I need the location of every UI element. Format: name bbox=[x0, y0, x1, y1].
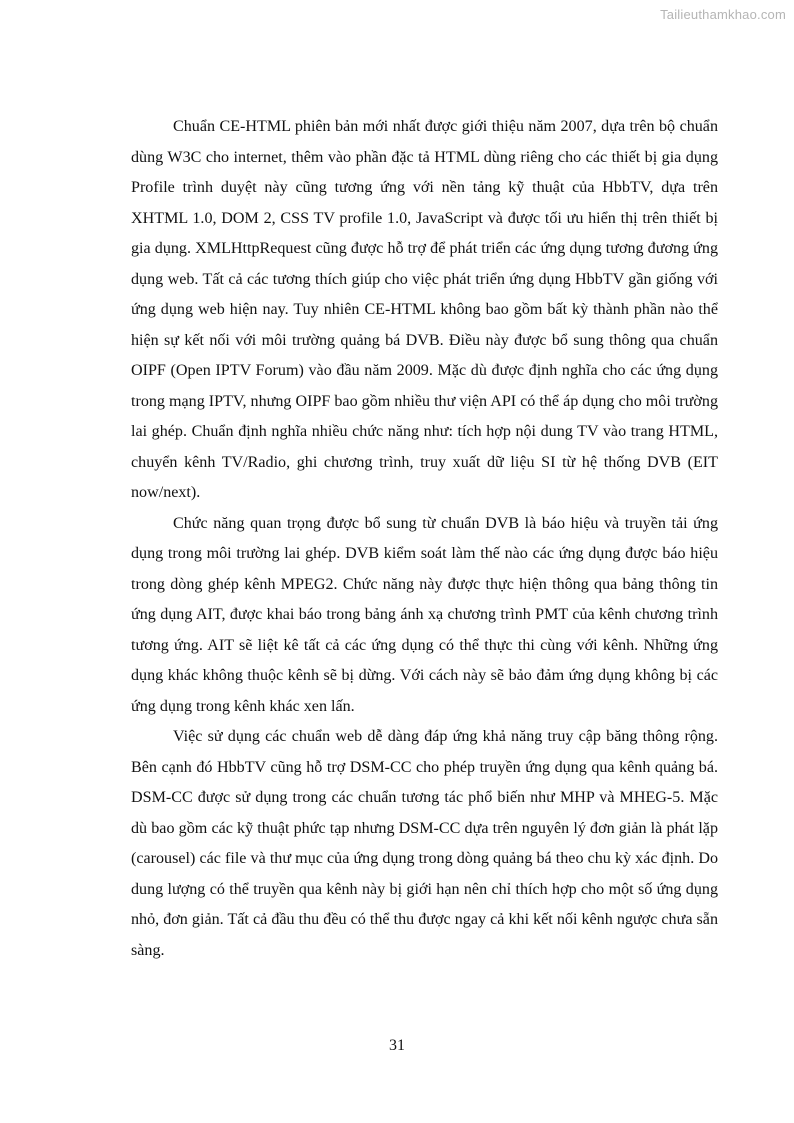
page-number: 31 bbox=[389, 1037, 405, 1054]
document-body bbox=[131, 112, 718, 966]
paragraph-1: Chuẩn CE-HTML phiên bản mới nhất được giới thiệu năm 2007, dựa trên bộ chuẩn dùng W3C cho internet, thêm vào phần đặc tả HTML dùng riêng cho các thiết bị gia dụng Profile trình duyệt này cũng tương ứng với nền tảng kỹ thuật của HbbTV, dựa trên XHTML 1.0, DOM 2, CSS TV profile 1.0, JavaScript và được tối ưu hiển thị trên thiết bị gia dụng. XMLHttpRequest cũng được hỗ trợ để phát triển các ứng dụng tương đương ứng dụng web. Tất cả các tương thích giúp cho việc phát triển ứng dụng HbbTV gần giống với ứng dụng web hiện nay. Tuy nhiên CE-HTML không bao gồm bất kỳ thành phần nào thể hiện sự kết nối với môi trường quảng bá DVB. Điều này được bổ sung thông qua chuẩn OIPF (Open IPTV Forum) vào đầu năm 2009. Mặc dù được định nghĩa cho các ứng dụng trong mạng IPTV, nhưng OIPF bao gồm nhiều thư viện API có thể áp dụng cho môi trường lai ghép. Chuẩn định nghĩa nhiều chức năng như: tích hợp nội dung TV vào trang HTML, chuyển kênh TV/Radio, ghi chương trình, truy xuất dữ liệu SI từ hệ thống DVB (EIT now/next). bbox=[131, 118, 718, 501]
paragraph-3: Việc sử dụng các chuẩn web dễ dàng đáp ứng khả năng truy cập băng thông rộng. Bên cạnh đó HbbTV cũng hỗ trợ DSM-CC cho phép truyền ứng dụng qua kênh quảng bá. DSM-CC được sử dụng trong các chuẩn tương tác phổ biến như MHP và MHEG-5. Mặc dù bao gồm các kỹ thuật phức tạp nhưng DSM-CC dựa trên nguyên lý đơn giản là phát lặp (carousel) các file và thư mục của ứng dụng trong dòng quảng bá theo chu kỳ xác định. Do dung lượng có thể truyền qua kênh này bị giới hạn nên chỉ thích hợp cho một số ứng dụng nhỏ, đơn giản. Tất cả đầu thu đều có thể thu được ngay cả khi kết nối kênh ngược chưa sẵn sàng. bbox=[131, 728, 718, 959]
paragraph-2: Chức năng quan trọng được bổ sung từ chuẩn DVB là báo hiệu và truyền tải ứng dụng trong môi trường lai ghép. DVB kiểm soát làm thế nào các ứng dụng được báo hiệu trong dòng ghép kênh MPEG2. Chức năng này được thực hiện thông qua bảng thông tin ứng dụng AIT, được khai báo trong bảng ánh xạ chương trình PMT của kênh chương trình tương ứng. AIT sẽ liệt kê tất cả các ứng dụng có thể thực thi cùng với kênh. Những ứng dụng khác không thuộc kênh sẽ bị dừng. Với cách này sẽ bảo đảm ứng dụng không bị các ứng dụng trong kênh khác xen lấn. bbox=[131, 514, 718, 715]
watermark: Tailieuthamkhao.com bbox=[660, 7, 786, 22]
